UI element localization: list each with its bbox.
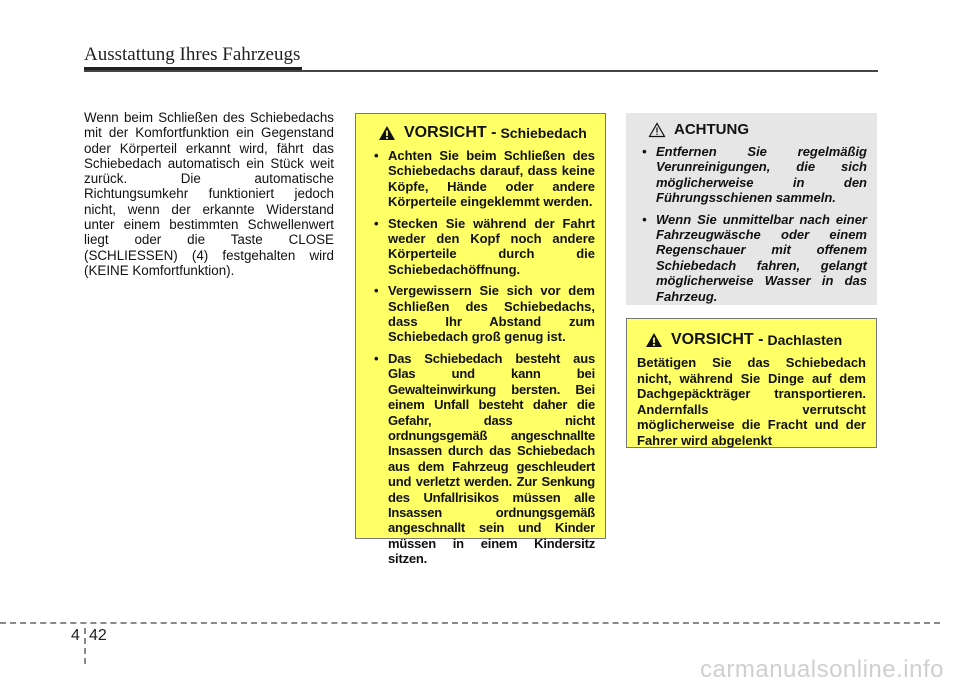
list-item: • Entfernen Sie regelmäßig Verunreinigungen, die sich möglicherweise in den Führungsschienen sammeln.: [638, 144, 867, 206]
intro-paragraph: Wenn beim Schließen des Schiebedachs mit der Komfortfunktion ein Gegenstand oder Körperteil erkannt wird, fährt das Schiebedach automatisch ein Stück weit zurück. Die automatische Richtungsumkehr funktioniert jedoch nicht, wenn der erkannte Widerstand unter einem bestimmten Schwellenwert liegt oder die Taste CLOSE (SCHLIESSEN) (4) festgehalten wird (KEINE Komfortfunktion).: [84, 110, 334, 278]
list-item: • Stecken Sie während der Fahrt weder den Kopf noch andere Körperteile durch die Schiebedachöffnung.: [370, 216, 595, 278]
page-header-title: Ausstattung Ihres Fahrzeugs: [84, 44, 301, 65]
list-item: • Vergewissern Sie sich vor dem Schließen des Schiebedachs, dass Ihr Abstand zum Schiebedach groß genug ist.: [370, 283, 595, 345]
list-item: • Das Schiebedach besteht aus Glas und kann bei Gewalteinwirkung bersten. Bei einem Unfall besteht daher die Gefahr, dass nicht ordnungsgemäß angeschnallte Insassen durch das Schiebedach aus dem Fahrzeug geschleudert und verletzt werden. Zur Senkung des Unfallrisikos müssen alle Insassen ordnungsgemäß angeschnallt sein und Kinder müssen in einem Kindersitz sitzen.: [370, 351, 595, 567]
header-rule: [84, 70, 878, 72]
warning-outline-icon: [648, 122, 666, 138]
warning-triangle-icon: [645, 332, 663, 348]
caution-roof-load-heading: [645, 331, 866, 349]
notice-title: ACHTUNG: [674, 121, 749, 138]
list-item: • Wenn Sie unmittelbar nach einer Fahrzeugwäsche oder einem Regenschauer mit offenem Schiebedach fahren, gelangt möglicherweise Wasser in das Fahrzeug.: [638, 212, 867, 304]
caution-sunroof-heading: [378, 124, 595, 142]
footer-dashed-line: [0, 622, 940, 624]
caution-roof-load-box: [626, 318, 877, 448]
watermark: carmanualsonline.info: [700, 656, 944, 683]
footer-dashed-divider: [84, 628, 86, 664]
caution-roof-load-text: Betätigen Sie das Schiebedach nicht, während Sie Dinge auf dem Dachgepäckträger transportieren. Andernfalls verrutscht möglicherweise die Fracht und der Fahrer wird abgelenkt: [637, 355, 866, 448]
caution-sunroof-box: [355, 113, 606, 567]
chapter-number: 4: [71, 627, 80, 644]
notice-box: [626, 113, 877, 305]
caution-sunroof-list: [370, 148, 595, 567]
warning-triangle-icon: [378, 125, 396, 141]
caution-title: VORSICHT -: [404, 124, 497, 141]
caution-subtitle: Dachlasten: [767, 332, 843, 348]
caution-title: VORSICHT -: [671, 331, 764, 348]
notice-list: [638, 144, 867, 304]
caution-subtitle: Schiebedach: [500, 125, 587, 141]
list-item: • Achten Sie beim Schließen des Schiebedachs darauf, dass keine Köpfe, Hände oder andere Körperteile eingeklemmt werden.: [370, 148, 595, 210]
page-number: 42: [89, 627, 107, 644]
notice-heading: [648, 121, 867, 138]
